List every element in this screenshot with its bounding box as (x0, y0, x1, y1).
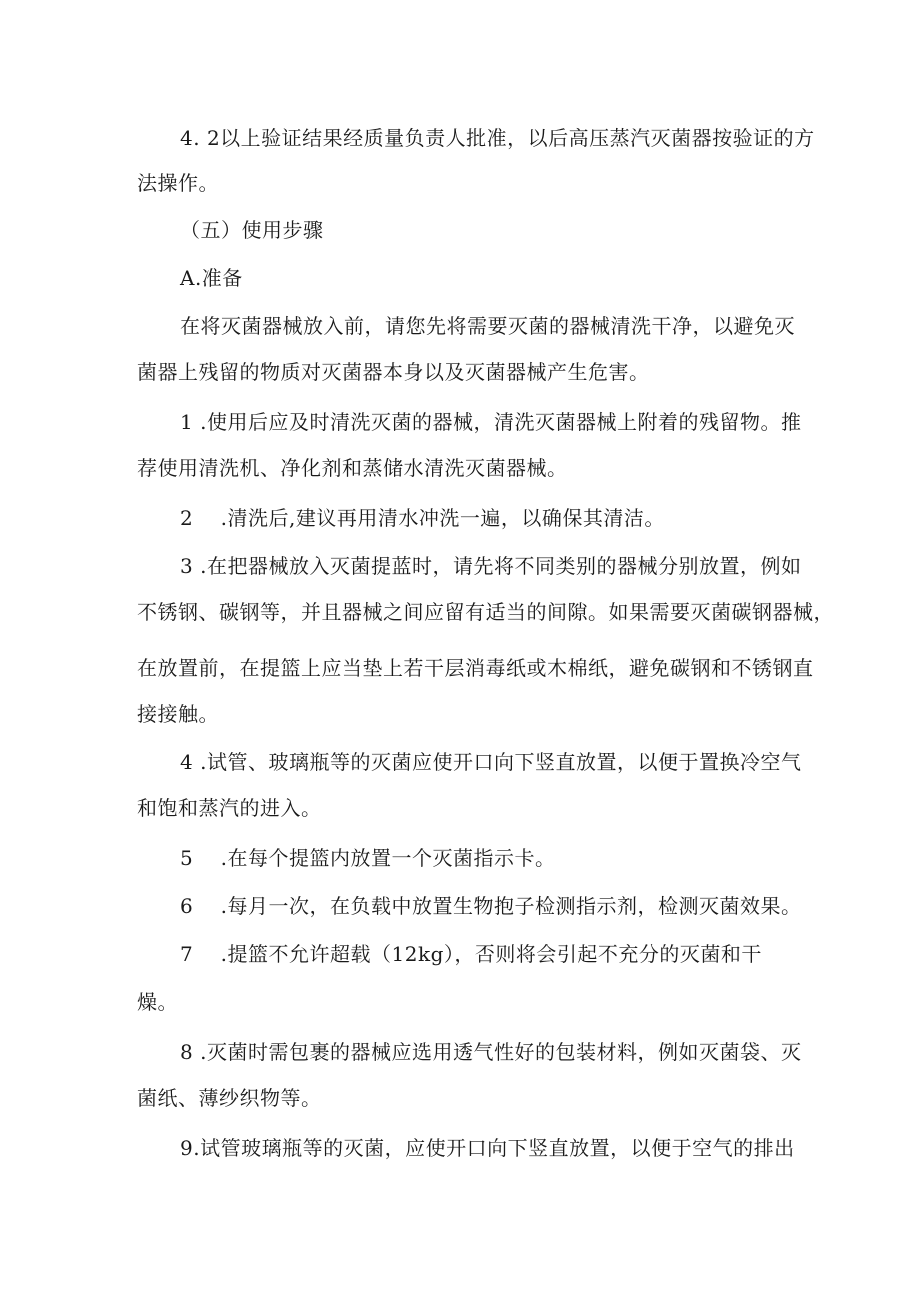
text-line-1: 4. 2以上验证结果经质量负责人批准，以后高压蒸汽灭菌器按验证的方 (180, 126, 815, 150)
text-line-8: 荐使用清洗机、净化剂和蒸储水清洗灭菌器械。 (137, 456, 568, 480)
text-line-21: 菌纸、薄纱织物等。 (137, 1086, 322, 1110)
list-item-5: 5 .在每个提篮内放置一个灭菌指示卡。 (180, 846, 556, 870)
text-line-5: 在将灭菌器械放入前，请您先将需要灭菌的器械清洗干净，以避免灭 (180, 314, 795, 338)
list-item-6: 6 .每月一次，在负载中放置生物抱子检测指示剂，检测灭菌效果。 (180, 894, 802, 918)
text-line-19: 燥。 (137, 990, 178, 1014)
text-line-11: 不锈钢、碳钢等，并且器械之间应留有适当的间隙。如果需要灭菌碳钢器械， (137, 600, 834, 624)
subheading-a-prepare: A.准备 (180, 266, 243, 290)
list-item-7: 7 .提篮不允许超载（12kg），否则将会引起不充分的灭菌和干 (180, 942, 762, 966)
text-line-2: 法操作。 (137, 171, 219, 195)
text-line-6: 菌器上残留的物质对灭菌器本身以及灭菌器械产生危害。 (137, 360, 650, 384)
text-line-12: 在放置前，在提篮上应当垫上若干层消毒纸或木棉纸，避免碳钢和不锈钢直 (137, 656, 814, 680)
text-line-13: 接接触。 (137, 702, 219, 726)
text-line-15: 和饱和蒸汽的进入。 (137, 796, 322, 820)
list-item-9: 9.试管玻璃瓶等的灭菌，应使开口向下竖直放置，以便于空气的排出 (180, 1136, 795, 1160)
list-item-4: 4 .试管、玻璃瓶等的灭菌应使开口向下竖直放置，以便于置换冷空气 (180, 750, 802, 774)
list-item-2: 2 .清洗后,建议再用清水冲洗一遍，以确保其清洁。 (180, 506, 665, 530)
list-item-3: 3 .在把器械放入灭菌提蓝时，请先将不同类别的器械分别放置，例如 (180, 554, 802, 578)
section-heading-five: （五）使用步骤 (180, 218, 324, 242)
list-item-1: 1 .使用后应及时清洗灭菌的器械，清洗灭菌器械上附着的残留物。推 (180, 410, 802, 434)
list-item-8: 8 .灭菌时需包裹的器械应选用透气性好的包装材料，例如灭菌袋、灭 (180, 1040, 802, 1064)
